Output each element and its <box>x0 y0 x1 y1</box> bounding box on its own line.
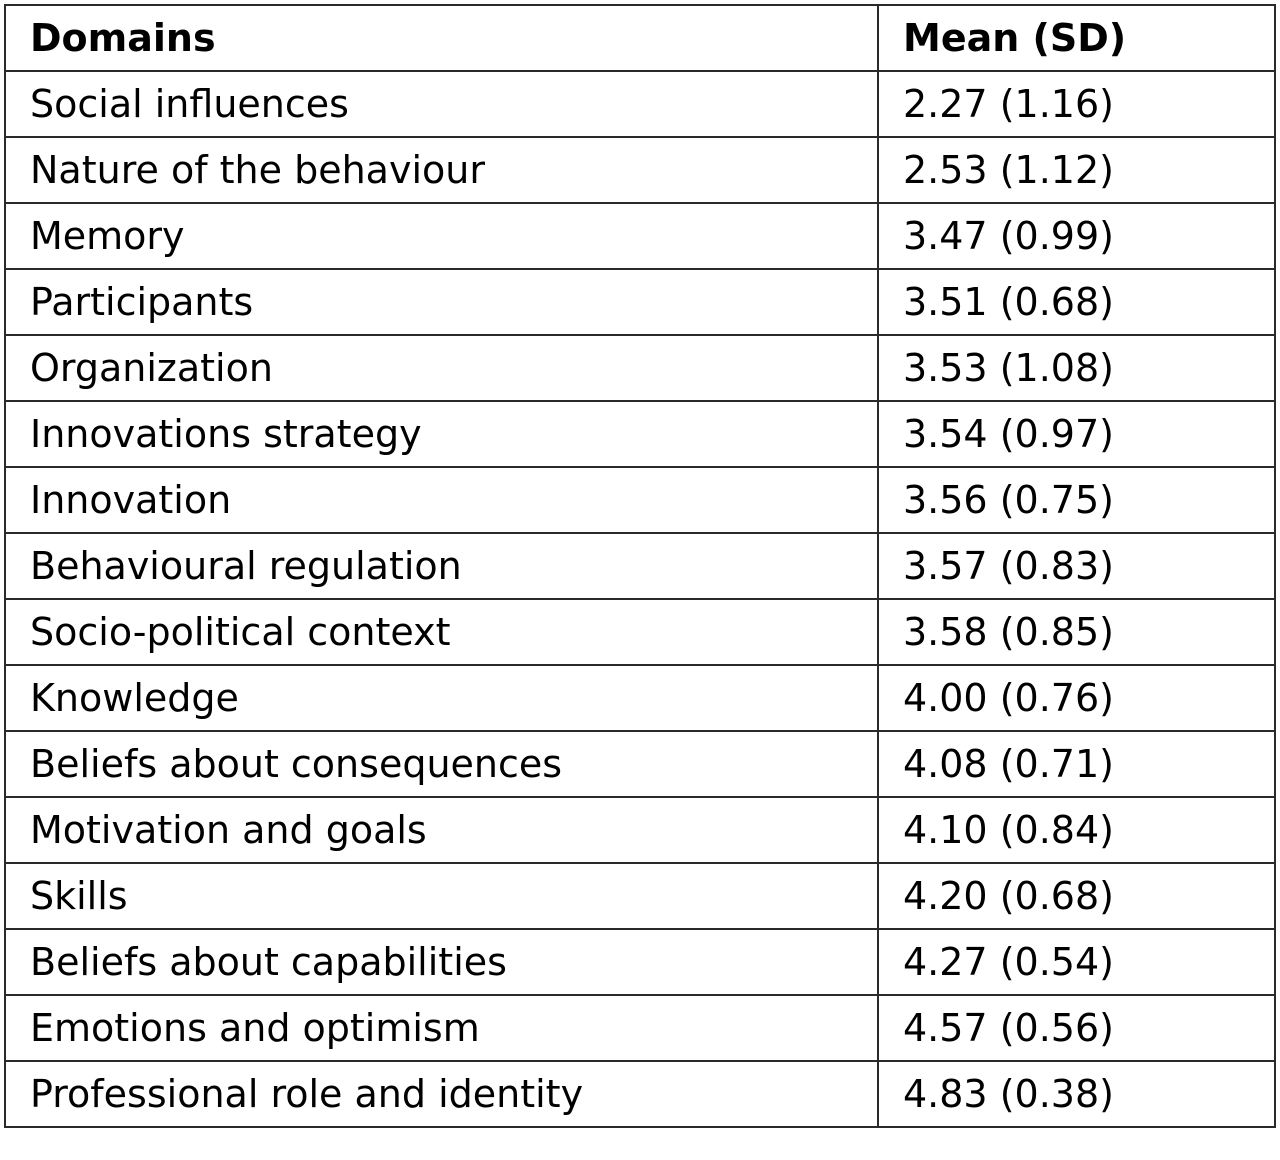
header-mean-sd: Mean (SD) <box>878 5 1275 71</box>
header-domains: Domains <box>5 5 878 71</box>
mean-sd-cell: 3.53 (1.08) <box>878 335 1275 401</box>
table-row <box>5 335 1275 401</box>
table-row <box>5 71 1275 137</box>
domain-cell: Memory <box>5 203 878 269</box>
domain-cell: Emotions and optimism <box>5 995 878 1061</box>
table-row <box>5 797 1275 863</box>
mean-sd-cell: 4.08 (0.71) <box>878 731 1275 797</box>
domain-cell: Behavioural regulation <box>5 533 878 599</box>
mean-sd-cell: 3.57 (0.83) <box>878 533 1275 599</box>
mean-sd-cell: 4.00 (0.76) <box>878 665 1275 731</box>
table-row <box>5 731 1275 797</box>
mean-sd-cell: 4.27 (0.54) <box>878 929 1275 995</box>
domain-cell: Motivation and goals <box>5 797 878 863</box>
mean-sd-cell: 4.20 (0.68) <box>878 863 1275 929</box>
table-row <box>5 863 1275 929</box>
mean-sd-cell: 3.47 (0.99) <box>878 203 1275 269</box>
mean-sd-cell: 2.53 (1.12) <box>878 137 1275 203</box>
mean-sd-cell: 4.57 (0.56) <box>878 995 1275 1061</box>
domains-mean-sd-table <box>4 4 1276 1128</box>
domain-cell: Innovation <box>5 467 878 533</box>
table-row <box>5 533 1275 599</box>
table-row <box>5 665 1275 731</box>
mean-sd-cell: 4.83 (0.38) <box>878 1061 1275 1127</box>
domain-cell: Nature of the behaviour <box>5 137 878 203</box>
table-row <box>5 203 1275 269</box>
domain-cell: Professional role and identity <box>5 1061 878 1127</box>
mean-sd-cell: 4.10 (0.84) <box>878 797 1275 863</box>
table-header-row <box>5 5 1275 71</box>
mean-sd-cell: 3.51 (0.68) <box>878 269 1275 335</box>
mean-sd-cell: 3.54 (0.97) <box>878 401 1275 467</box>
mean-sd-cell: 3.58 (0.85) <box>878 599 1275 665</box>
domain-cell: Participants <box>5 269 878 335</box>
table-row <box>5 929 1275 995</box>
table-row <box>5 137 1275 203</box>
domain-cell: Organization <box>5 335 878 401</box>
domain-cell: Skills <box>5 863 878 929</box>
domain-cell: Beliefs about capabilities <box>5 929 878 995</box>
table-row <box>5 269 1275 335</box>
mean-sd-cell: 2.27 (1.16) <box>878 71 1275 137</box>
table-row <box>5 401 1275 467</box>
domain-cell: Innovations strategy <box>5 401 878 467</box>
domains-table-container <box>4 4 1274 1128</box>
table-row <box>5 599 1275 665</box>
domain-cell: Knowledge <box>5 665 878 731</box>
domain-cell: Beliefs about consequences <box>5 731 878 797</box>
domain-cell: Socio-political context <box>5 599 878 665</box>
table-body <box>5 71 1275 1127</box>
table-row <box>5 467 1275 533</box>
domain-cell: Social influences <box>5 71 878 137</box>
mean-sd-cell: 3.56 (0.75) <box>878 467 1275 533</box>
table-row <box>5 995 1275 1061</box>
table-row <box>5 1061 1275 1127</box>
